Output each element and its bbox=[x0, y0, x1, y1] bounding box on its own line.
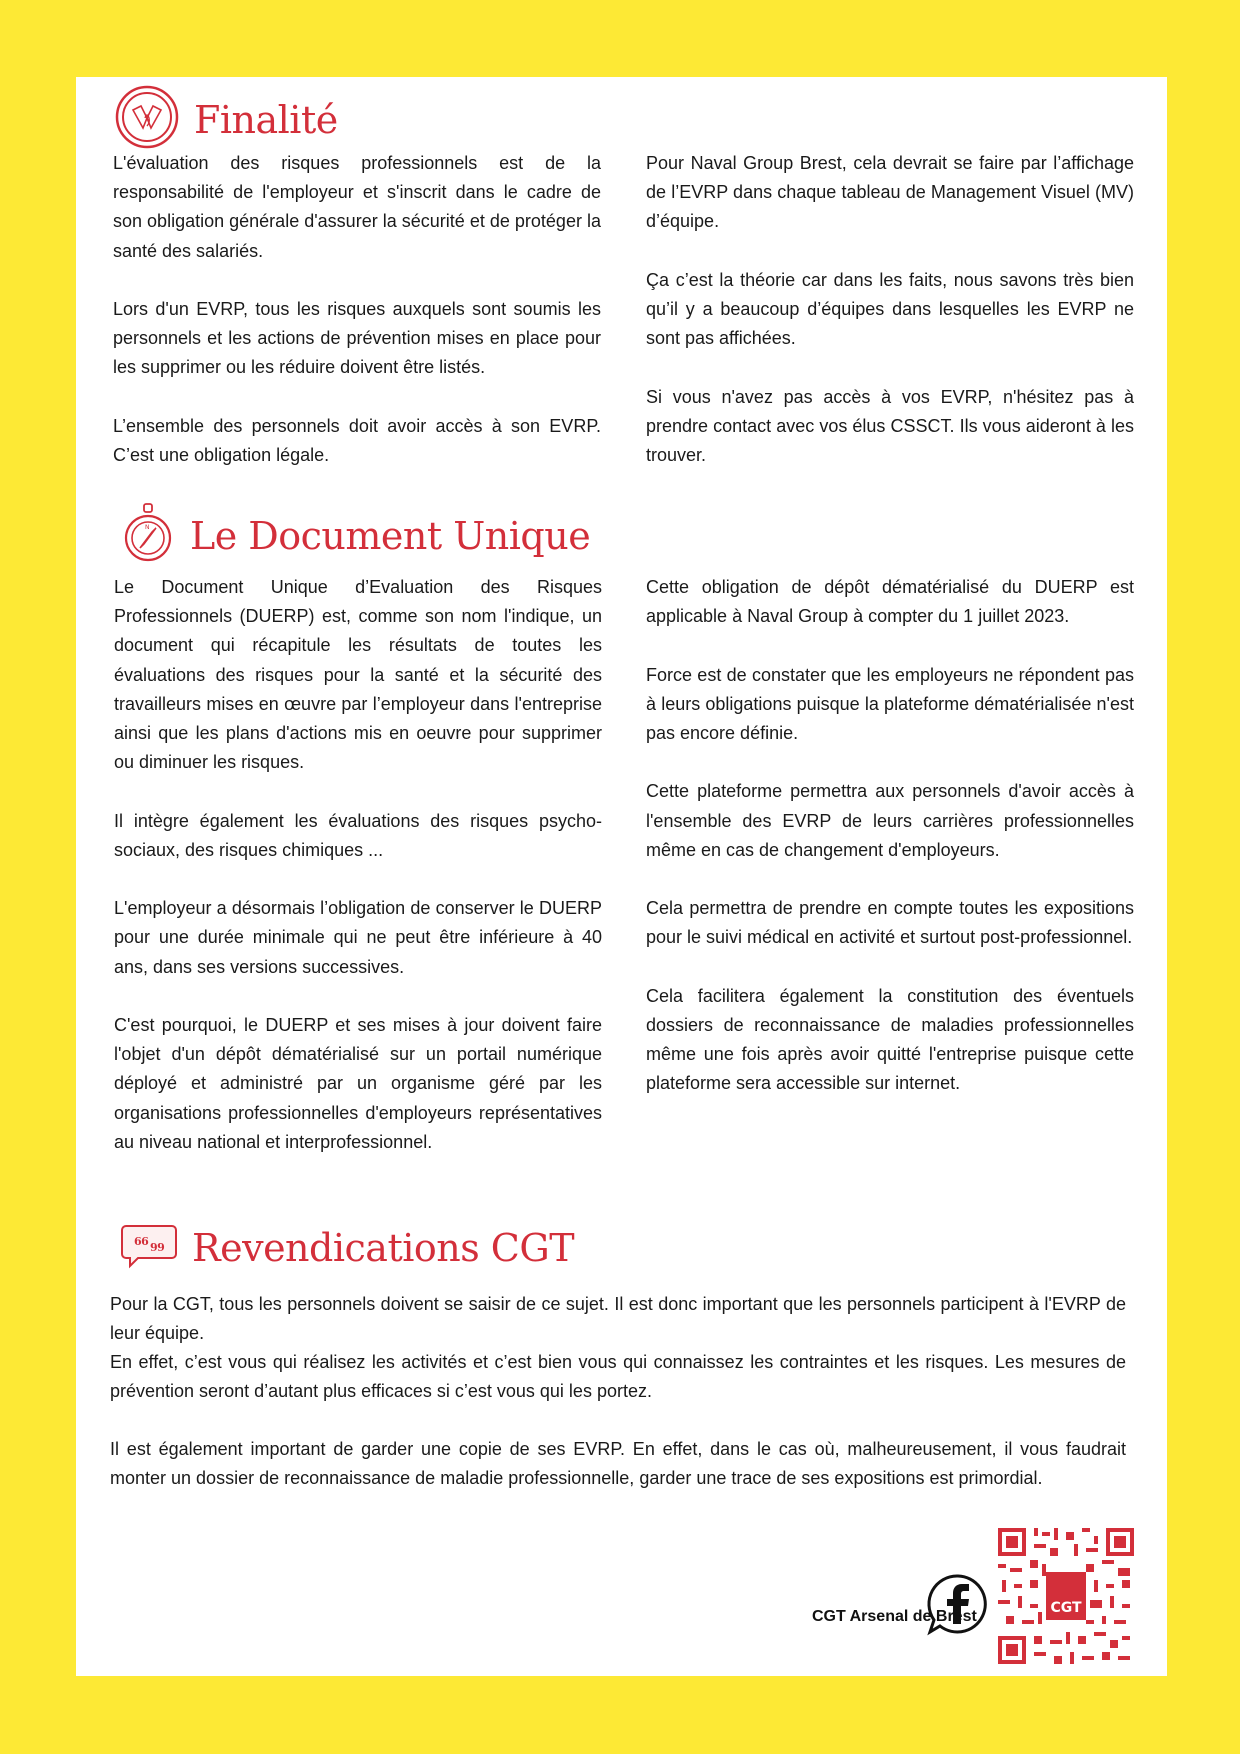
hands-heart-icon bbox=[114, 84, 180, 156]
paragraph: Il intègre également les évaluations des risques psycho-sociaux, des risques chimiques ... bbox=[114, 810, 602, 860]
paragraph: Force est de constater que les employeurs ne répondent pas à leurs obligations puisque la plateforme dématérialisée n'est pas encore définie. bbox=[646, 664, 1134, 743]
svg-text:CGT: CGT bbox=[1050, 1600, 1082, 1616]
organization-name: CGT Arsenal de Brest bbox=[812, 1608, 977, 1625]
paragraph: Cela facilitera également la constitution des éventuels dossiers de reconnaissance de maladies professionnelles même une fois après avoir quitté l'entreprise puisque cette plateforme sera accessible sur internet. bbox=[646, 985, 1134, 1094]
finalite-right-column bbox=[646, 149, 1134, 470]
compass-icon bbox=[120, 502, 176, 570]
paragraph: Ça c’est la théorie car dans les faits, nous savons très bien qu’il y a beaucoup d’équipes dans lesquelles les EVRP ne sont pas affichées. bbox=[646, 269, 1134, 349]
revendications-body bbox=[110, 1290, 1126, 1493]
paragraph: L'évaluation des risques professionnels est de la responsabilité de l'employeur et s'inscrit dans le cadre de son obligation générale d'assurer la sécurité et de protéger la santé des salariés. bbox=[113, 153, 601, 261]
paragraph: Il est également important de garder une copie de ses EVRP. En effet, dans le cas où, malheureusement, il vous faudrait monter un dossier de reconnaissance de maladie professionnelle, garder une trace de ses expositions est primordial. bbox=[110, 1439, 1126, 1488]
quote-bubble-icon bbox=[120, 1220, 178, 1276]
paragraph: C'est pourquoi, le DUERP et ses mises à jour doivent faire l'objet d'un dépôt dématérialisé sur un portail numérique déployé et administré par un organisme géré par les organisations professionnelles d'employeurs représentatives au niveau national et interprofessionnel. bbox=[114, 1015, 602, 1152]
section-heading-document-unique bbox=[120, 502, 590, 570]
section-title: Le Document Unique bbox=[190, 514, 591, 558]
paragraph: L'employeur a désormais l’obligation de conserver le DUERP pour une durée minimale qui ne peut être inférieure à 40 ans, dans ses versions successives. bbox=[114, 898, 602, 977]
svg-text:99: 99 bbox=[150, 1241, 165, 1254]
svg-text:66: 66 bbox=[134, 1235, 149, 1248]
paragraph: Cela permettra de prendre en compte toutes les expositions pour le suivi médical en activité et surtout post-professionnel. bbox=[646, 898, 1134, 948]
finalite-left-column bbox=[113, 149, 601, 470]
section-heading-revendications bbox=[120, 1220, 574, 1276]
paragraph: Si vous n'avez pas accès à vos EVRP, n'hésitez pas à prendre contact avec vos élus CSSCT. Ils vous aideront à les trouver. bbox=[646, 386, 1134, 465]
document-unique-right-column bbox=[646, 573, 1134, 1099]
paragraph: Le Document Unique d’Evaluation des Risques Professionnels (DUERP) est, comme son nom l'indique, un document qui récapitule les résultats de toutes les évaluations des risques pour la santé et la sécurité des travailleurs mises en œuvre par l’employeur dans l'entreprise ainsi que les plans d'actions mis en oeuvre pour supprimer ou diminuer les risques. bbox=[114, 577, 602, 773]
section-heading-finalite bbox=[114, 84, 338, 156]
section-title: Finalité bbox=[194, 98, 338, 142]
qr-code-icon[interactable] bbox=[998, 1528, 1134, 1664]
paragraph: Lors d'un EVRP, tous les risques auxquels sont soumis les personnels et les actions de prévention mises en place pour les supprimer ou les réduire doivent être listés. bbox=[113, 299, 601, 378]
paragraph: Pour la CGT, tous les personnels doivent se saisir de ce sujet. Il est donc important que les personnels participent à l'EVRP de leur équipe. bbox=[110, 1294, 1126, 1343]
paragraph: En effet, c’est vous qui réalisez les activités et c’est bien vous qui connaissez les contraintes et les risques. Les mesures de prévention seront d’autant plus efficaces si c’est vous qui les portez. bbox=[110, 1352, 1126, 1401]
paragraph: Pour Naval Group Brest, cela devrait se faire par l’affichage de l’EVRP dans chaque tableau de Management Visuel (MV) d’équipe. bbox=[646, 153, 1134, 232]
svg-text:N: N bbox=[145, 524, 149, 531]
paragraph: L’ensemble des personnels doit avoir accès à son EVRP. C’est une obligation légale. bbox=[113, 415, 601, 465]
paragraph: Cette obligation de dépôt dématérialisé du DUERP est applicable à Naval Group à compter du 1 juillet 2023. bbox=[646, 577, 1134, 627]
section-title: Revendications CGT bbox=[192, 1226, 575, 1270]
paragraph: Cette plateforme permettra aux personnels d'avoir accès à l'ensemble des EVRP de leurs carrières professionnelles même en cas de changement d'employeurs. bbox=[646, 781, 1134, 860]
document-unique-left-column bbox=[114, 573, 602, 1157]
